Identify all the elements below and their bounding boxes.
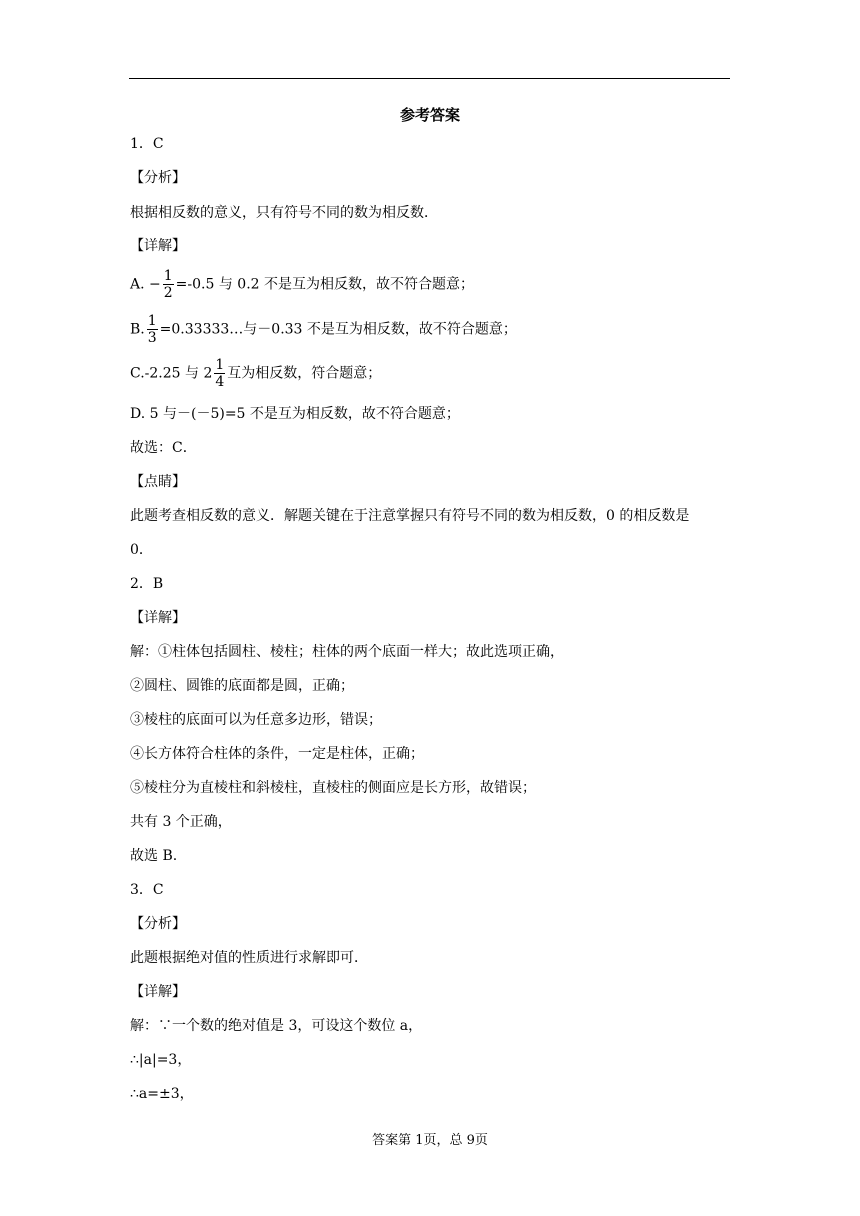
- answer-1-analysis: 根据相反数的意义，只有符号不同的数为相反数．: [130, 205, 438, 221]
- answer-2-step-1: 解：①柱体包括圆柱、棱柱；柱体的两个底面一样大；故此选项正确，: [130, 644, 564, 660]
- page-footer: 答案第 1页，总 9页: [372, 1133, 488, 1148]
- answer-1-comment-cont: 0．: [130, 542, 153, 558]
- option-a-text: =-0.5 与 0.2 不是互为相反数，故不符合题意；: [175, 276, 475, 293]
- fraction-one-third: [147, 313, 158, 346]
- option-a-line: [130, 268, 474, 301]
- option-c-prefix: C.-2.25 与 2: [130, 365, 213, 382]
- answer-2-choice: 故选 B.: [130, 848, 178, 864]
- option-b-prefix: B.: [130, 321, 145, 338]
- fraction-denominator: 4: [215, 374, 225, 390]
- fraction-denominator: 3: [147, 330, 157, 346]
- answer-1-choice: 故选：C．: [130, 440, 197, 456]
- answer-1-number: 1．C: [130, 136, 164, 152]
- answer-3-step-1: 解：∵一个数的绝对值是 3，可设这个数位 a，: [130, 1018, 423, 1034]
- answer-2-total: 共有 3 个正确，: [130, 814, 232, 830]
- page-title: 参考答案: [399, 106, 460, 124]
- answer-3-number: 3．C: [130, 882, 164, 898]
- analysis-heading: 【分析】: [130, 170, 186, 186]
- option-b-text: =0.33333…与－0.33 不是互为相反数，故不符合题意；: [159, 321, 517, 338]
- fraction-numerator: 1: [163, 268, 173, 284]
- option-d-line: D. 5 与－(－5)=5 不是互为相反数，故不符合题意；: [130, 406, 460, 422]
- answer-2-number: 2．B: [130, 576, 164, 592]
- fraction-numerator: 1: [215, 357, 225, 373]
- detail-heading: 【详解】: [130, 238, 186, 254]
- option-c-text: 互为相反数，符合题意；: [227, 365, 382, 382]
- answer-2-step-3: ③棱柱的底面可以为任意多边形，错误；: [130, 712, 382, 728]
- fraction-one-half: [163, 268, 174, 301]
- answer-2-step-5: ⑤棱柱分为直棱柱和斜棱柱，直棱柱的侧面应是长方形，故错误；: [130, 780, 536, 796]
- answer-1-comment: 此题考查相反数的意义．解题关键在于注意掌握只有符号不同的数为相反数，0 的相反数是: [130, 508, 690, 524]
- header-rule: [129, 78, 730, 79]
- option-b-line: [130, 313, 517, 346]
- answer-3-step-3: ∴a=±3，: [130, 1086, 194, 1102]
- analysis-heading: 【分析】: [130, 916, 186, 932]
- option-a-prefix: A. −: [130, 276, 161, 293]
- fraction-one-quarter: [214, 357, 225, 390]
- fraction-denominator: 2: [163, 285, 173, 301]
- option-c-line: [130, 357, 381, 390]
- comment-heading: 【点睛】: [130, 474, 186, 490]
- detail-heading: 【详解】: [130, 984, 186, 1000]
- answer-2-step-4: ④长方体符合柱体的条件，一定是柱体，正确；: [130, 746, 424, 762]
- answer-3-analysis: 此题根据绝对值的性质进行求解即可．: [130, 950, 368, 966]
- answer-3-step-2: ∴|a|=3，: [130, 1052, 192, 1068]
- answer-2-step-2: ②圆柱、圆锥的底面都是圆，正确；: [130, 678, 354, 694]
- fraction-numerator: 1: [147, 313, 157, 329]
- detail-heading: 【详解】: [130, 610, 186, 626]
